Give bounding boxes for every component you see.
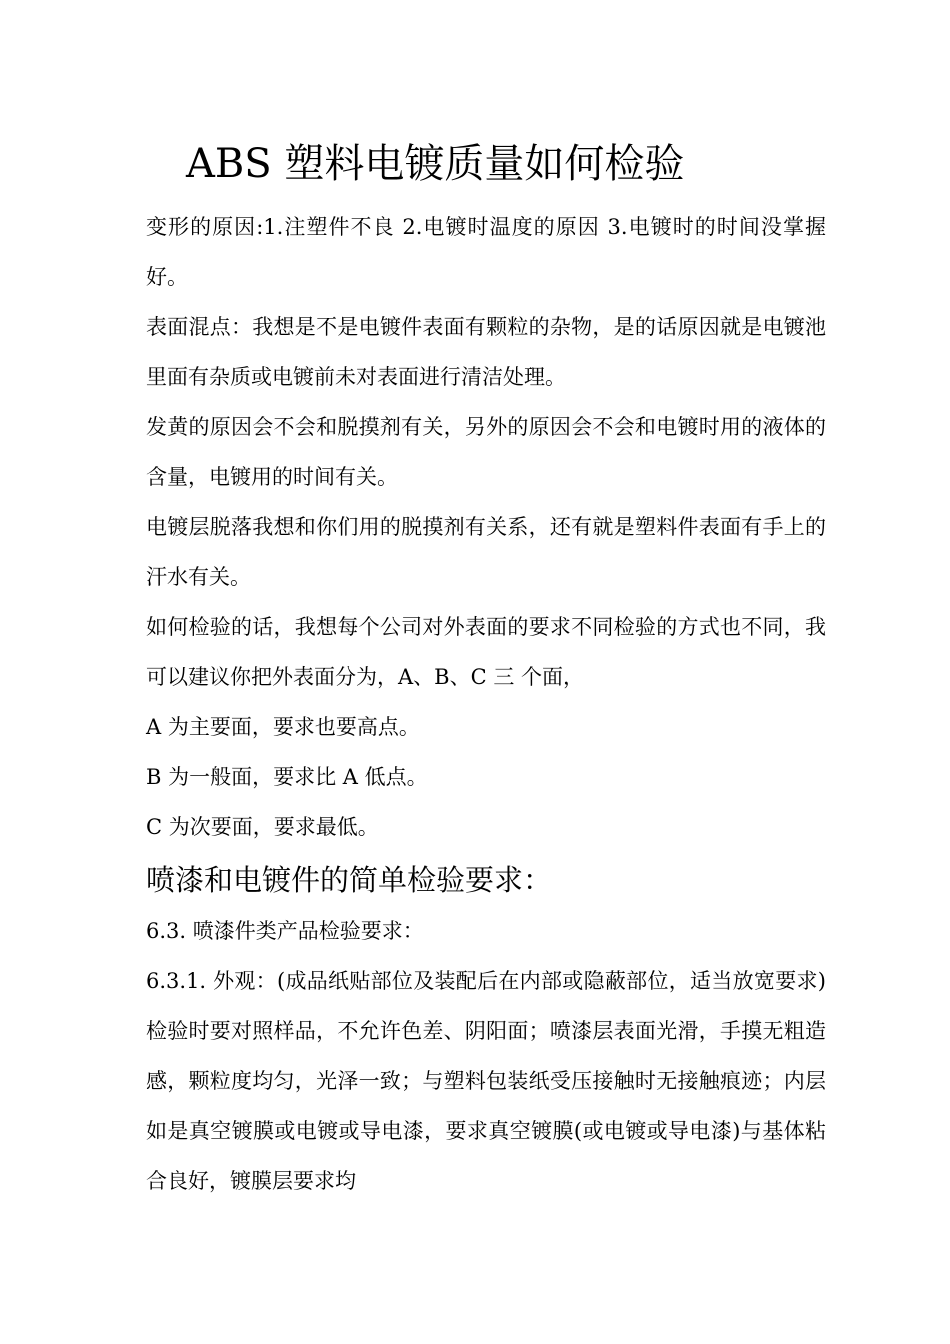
paragraph-surface-b: B 为一般面，要求比 A 低点。: [146, 765, 428, 789]
paragraph-surface-spots: 表面混点：我想是不是电镀件表面有颗粒的杂物，是的话原因就是电镀池里面有杂质或电镀前未对表面进行清洁处理。: [146, 315, 826, 389]
paragraph-peeling: 电镀层脱落我想和你们用的脱摸剂有关系，还有就是塑料件表面有手上的汗水有关。: [146, 515, 826, 589]
paragraph-deformation-causes: 变形的原因:1.注塑件不良 2.电镀时温度的原因 3.电镀时的时间没掌握好。: [146, 215, 826, 289]
paragraph-inspection-method: 如何检验的话，我想每个公司对外表面的要求不同检验的方式也不同，我可以建议你把外表面分为，A、B、C 三 个面，: [146, 615, 826, 689]
section-item-6-3: 6.3. 喷漆件类产品检验要求：: [146, 919, 424, 943]
document-title: ABS 塑料电镀质量如何检验: [186, 141, 685, 187]
section-heading: 喷漆和电镀件的简单检验要求：: [146, 863, 553, 897]
paragraph-surface-c: C 为次要面，要求最低。: [146, 815, 379, 839]
paragraph-surface-a: A 为主要面，要求也要高点。: [146, 715, 420, 739]
paragraph-yellowing: 发黄的原因会不会和脱摸剂有关，另外的原因会不会和电镀时用的液体的含量，电镀用的时间有关。: [146, 415, 826, 489]
document-body: [146, 202, 826, 1206]
section-item-6-3-1: 6.3.1. 外观：(成品纸贴部位及装配后在内部或隐蔽部位，适当放宽要求)检验时要对照样品，不允许色差、阴阳面；喷漆层表面光滑，手摸无粗造感，颗粒度均匀，光泽一致；与塑料包装纸受压接触时无接触痕迹；内层如是真空镀膜或电镀或导电漆，要求真空镀膜(或电镀或导电漆)与基体粘合良好，镀膜层要求均: [146, 969, 826, 1193]
